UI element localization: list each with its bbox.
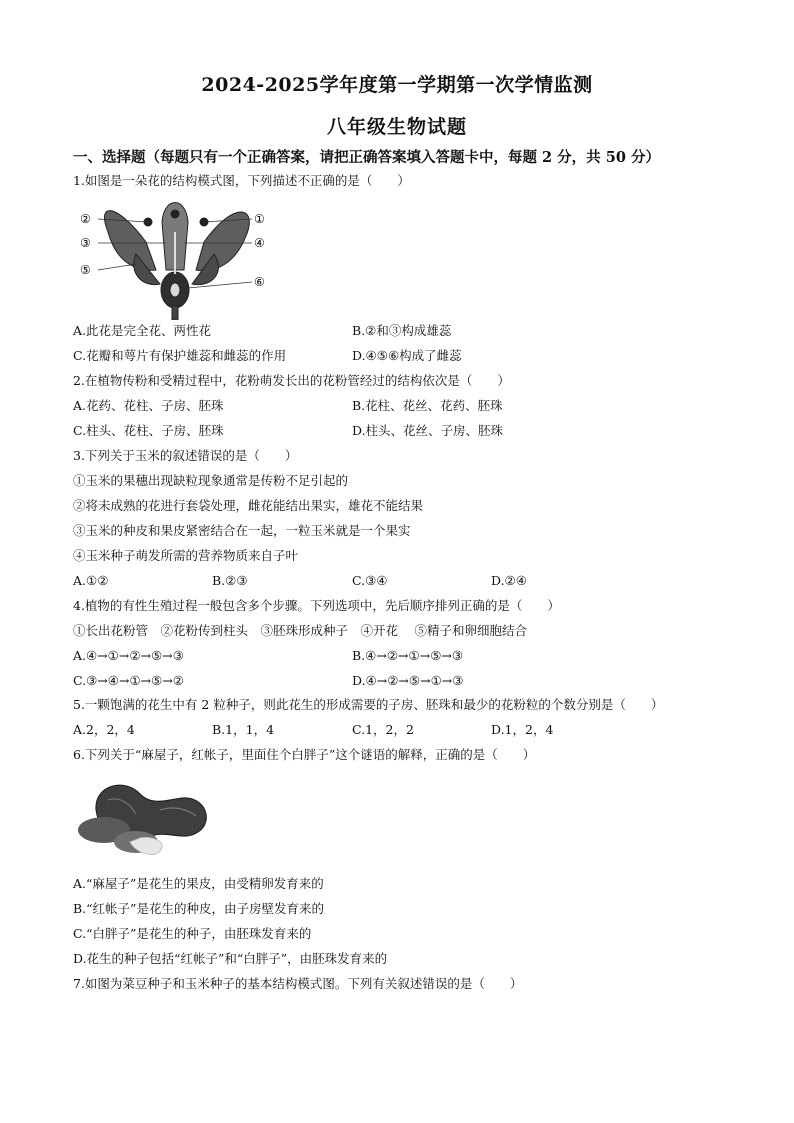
- q3-option-b: B.②③: [212, 573, 248, 588]
- q4-option-b: B.④→②→①→⑤→③: [352, 648, 464, 663]
- q5-option-b: B.1，1，4: [212, 722, 275, 737]
- q4-stem: 4.植物的有性生殖过程一般包含多个步骤。下列选项中，先后顺序排列正确的是（ ）: [73, 598, 560, 613]
- figure-label-2: ②: [80, 212, 91, 226]
- q3-option-d: D.②④: [491, 573, 527, 588]
- q5-stem: 5.一颗饱满的花生中有 2 粒种子，则此花生的形成需要的子房、胚珠和最少的花粉粒的个数分别是（ ）: [73, 697, 664, 712]
- q2-option-a: A.花药、花柱、子房、胚珠: [73, 398, 224, 413]
- exam-title: 2024-2025学年度第一学期第一次学情监测: [201, 74, 593, 96]
- q6-stem: 6.下列关于“麻屋子，红帐子，里面住个白胖子”这个谜语的解释，正确的是（ ）: [73, 747, 536, 762]
- q4-steps: ①长出花粉管 ②花粉传到柱头 ③胚珠形成种子 ④开花 ⑤精子和卵细胞结合: [73, 623, 527, 638]
- q3-statement-1: ①玉米的果穗出现缺粒现象通常是传粉不足引起的: [73, 473, 349, 488]
- q3-statement-3: ③玉米的种皮和果皮紧密结合在一起，一粒玉米就是一个果实: [73, 523, 411, 538]
- q2-option-d: D.柱头、花丝、子房、胚珠: [352, 423, 504, 438]
- q6-option-c: C.“白胖子”是花生的种子，由胚珠发育来的: [73, 926, 312, 941]
- q2-option-c: C.柱头、花柱、子房、胚珠: [73, 423, 224, 438]
- q1-option-b: B.②和③构成雄蕊: [352, 323, 452, 338]
- q2-option-b: B.花柱、花丝、花药、胚珠: [352, 398, 503, 413]
- q3-statement-2: ②将未成熟的花进行套袋处理，雌花能结出果实，雄花不能结果: [73, 498, 424, 513]
- q6-option-a: A.“麻屋子”是花生的果皮，由受精卵发育来的: [73, 876, 324, 891]
- q1-option-c: C.花瓣和萼片有保护雄蕊和雌蕊的作用: [73, 348, 287, 363]
- figure-label-1: ①: [254, 212, 265, 226]
- q5-option-d: D.1，2，4: [491, 722, 554, 737]
- q3-statement-4: ④玉米种子萌发所需的营养物质来自子叶: [73, 548, 299, 563]
- q1-option-a: A.此花是完全花、两性花: [73, 323, 212, 338]
- q4-option-c: C.③→④→①→⑤→②: [73, 673, 185, 688]
- q4-option-d: D.④→②→⑤→①→③: [352, 673, 464, 688]
- q3-stem: 3.下列关于玉米的叙述错误的是（ ）: [73, 448, 298, 463]
- q3-option-c: C.③④: [352, 573, 388, 588]
- q4-option-a: A.④→①→②→⑤→③: [73, 648, 184, 663]
- q6-option-b: B.“红帐子”是花生的种皮，由子房壁发育来的: [73, 901, 324, 916]
- q1-stem: 1.如图是一朵花的结构模式图，下列描述不正确的是（ ）: [73, 173, 410, 188]
- q7-stem: 7.如图为菜豆种子和玉米种子的基本结构模式图。下列有关叙述错误的是（ ）: [73, 976, 523, 991]
- figure-label-3: ③: [80, 236, 91, 250]
- q1-option-d: D.④⑤⑥构成了雌蕊: [352, 348, 462, 363]
- exam-subtitle: 八年级生物试题: [326, 116, 467, 138]
- q3-option-a: A.①②: [73, 573, 109, 588]
- q6-option-d: D.花生的种子包括“红帐子”和“白胖子”，由胚珠发育来的: [73, 951, 388, 966]
- q2-stem: 2.在植物传粉和受精过程中，花粉萌发长出的花粉管经过的结构依次是（ ）: [73, 373, 510, 388]
- figure-label-5: ⑤: [80, 263, 91, 277]
- figure-label-4: ④: [254, 236, 265, 250]
- flower-structure-figure: [76, 192, 276, 320]
- peanut-photo: [74, 770, 214, 870]
- q5-option-c: C.1，2，2: [352, 722, 414, 737]
- figure-label-6: ⑥: [254, 275, 265, 289]
- q5-option-a: A.2，2，4: [73, 722, 135, 737]
- section-heading: 一、选择题（每题只有一个正确答案，请把正确答案填入答题卡中，每题 2 分，共 50 分）: [73, 149, 660, 166]
